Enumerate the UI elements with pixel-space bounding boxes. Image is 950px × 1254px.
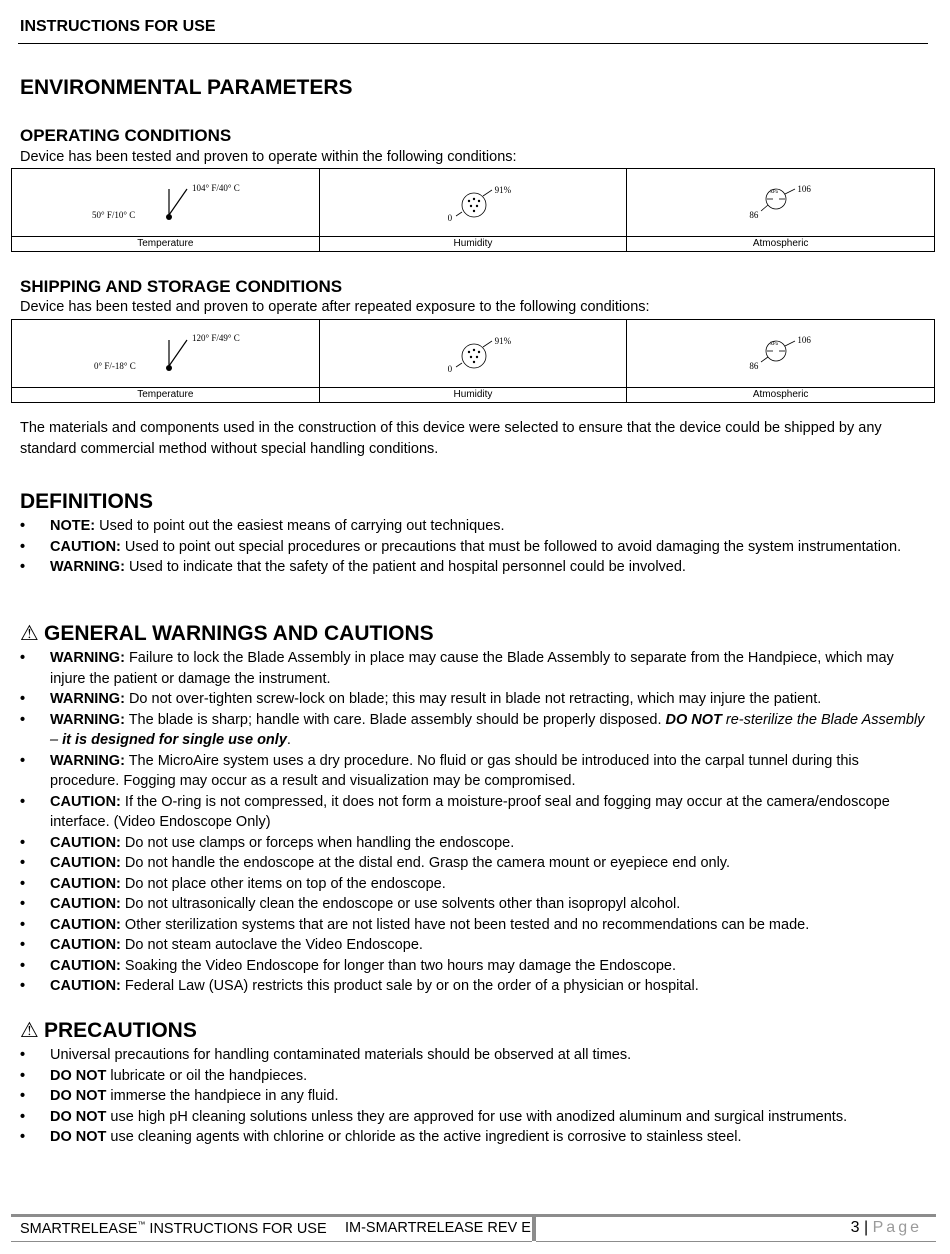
list-item: • WARNING: Do not over-tighten screw-lock on blade; this may result in blade not retracting, which may injure the patient. — [20, 689, 925, 710]
atmospheric-label: Atmospheric — [627, 388, 935, 403]
operating-conditions-table — [11, 168, 935, 252]
footer-bottom-rule — [536, 1241, 936, 1242]
general-warnings-title: ⚠ GENERAL WARNINGS AND CAUTIONS — [20, 622, 434, 645]
atm-low-label: 86 — [749, 210, 759, 220]
atm-unit-label: kPa — [770, 190, 778, 195]
definitions-list — [20, 516, 925, 578]
footer-page-number: 3 | Page — [850, 1219, 922, 1236]
list-item: • DO NOT immerse the handpiece in any fluid. — [20, 1086, 925, 1107]
operating-conditions-title: OPERATING CONDITIONS — [20, 126, 232, 145]
list-item: • CAUTION: Do not steam autoclave the Video Endoscope. — [20, 935, 925, 956]
materials-paragraph: The materials and components used in the construction of this device were selected to ensure that the device could be shipped by any standard commercial method without special handling conditions. — [20, 420, 882, 457]
humidity-symbol-cell — [319, 169, 627, 237]
humidity-high-label: 91% — [494, 336, 512, 346]
list-item: • CAUTION: Do not use clamps or forceps when handling the endoscope. — [20, 833, 925, 854]
list-item: • CAUTION: If the O-ring is not compressed, it does not form a moisture-proof seal and fogging may occur at the camera/endoscope interface. (Video Endoscope Only) — [20, 792, 925, 833]
humidity-icon — [320, 169, 627, 236]
list-item: • CAUTION: Other sterilization systems that are not listed have not been tested and no recommendations can be made. — [20, 915, 925, 936]
definitions-title: DEFINITIONS — [20, 490, 154, 513]
humidity-low-label: 0 — [447, 364, 453, 374]
list-item: • CAUTION: Soaking the Video Endoscope for longer than two hours may damage the Endoscope. — [20, 956, 925, 977]
thermometer-icon — [12, 169, 319, 236]
atm-high-label: 106 — [797, 184, 811, 194]
shipping-conditions-intro: Device has been tested and proven to operate after repeated exposure to the following conditions: — [20, 299, 650, 315]
humidity-high-label: 91% — [494, 185, 512, 195]
list-item: • CAUTION: Used to point out special procedures or precautions that must be followed to avoid damaging the system instrumentation. — [20, 537, 925, 558]
list-item: • NOTE: Used to point out the easiest means of carrying out techniques. — [20, 516, 925, 537]
warnings-list — [20, 648, 925, 997]
list-item: • DO NOT use cleaning agents with chlorine or chloride as the active ingredient is corrosive to stainless steel. — [20, 1127, 925, 1148]
humidity-icon — [320, 320, 627, 387]
list-item: • DO NOT use high pH cleaning solutions unless they are approved for use with anodized aluminum and surgical instruments. — [20, 1107, 925, 1128]
footer-divider — [532, 1217, 536, 1241]
list-item: • WARNING: Failure to lock the Blade Assembly in place may cause the Blade Assembly to separate from the Handpiece, which may injure the patient or damage the instrument. — [20, 648, 925, 689]
temperature-symbol-cell — [12, 169, 320, 237]
humidity-label: Humidity — [319, 237, 627, 252]
footer-revision: IM-SMARTRELEASE REV E — [345, 1220, 531, 1236]
list-item: • WARNING: The MicroAire system uses a dry procedure. No fluid or gas should be introduced into the carpal tunnel during this procedure. Fogging may occur as a result and visualization may be compromised. — [20, 751, 925, 792]
humidity-label: Humidity — [319, 388, 627, 403]
list-item: • CAUTION: Do not handle the endoscope at the distal end. Grasp the camera mount or eyepiece end only. — [20, 853, 925, 874]
atmospheric-pressure-icon — [627, 169, 934, 236]
section-title-environmental: ENVIRONMENTAL PARAMETERS — [20, 76, 353, 99]
running-header: INSTRUCTIONS FOR USE — [20, 18, 216, 35]
atm-unit-label: kPa — [770, 342, 778, 347]
atm-low-label: 86 — [749, 361, 759, 371]
temp-high-label: 104° F/40° C — [192, 183, 240, 193]
temperature-label: Temperature — [12, 237, 320, 252]
atmospheric-pressure-icon — [627, 320, 934, 387]
atmospheric-label: Atmospheric — [627, 237, 935, 252]
thermometer-icon — [12, 320, 319, 387]
list-item: • DO NOT lubricate or oil the handpieces. — [20, 1066, 925, 1087]
shipping-conditions-table — [11, 319, 935, 403]
atm-high-label: 106 — [797, 335, 811, 345]
temp-high-label: 120° F/49° C — [192, 333, 240, 343]
temp-low-label: 0° F/-18° C — [94, 361, 136, 371]
warning-triangle-icon: ⚠ — [20, 1019, 39, 1042]
footer-rule — [11, 1214, 936, 1217]
atmospheric-symbol-cell — [627, 320, 935, 388]
footer-product-title: SMARTRELEASE™ INSTRUCTIONS FOR USE — [20, 1220, 327, 1237]
shipping-conditions-title: SHIPPING AND STORAGE CONDITIONS — [20, 277, 343, 296]
header-rule — [18, 43, 928, 44]
list-item: • CAUTION: Federal Law (USA) restricts this product sale by or on the order of a physician or hospital. — [20, 976, 925, 997]
atmospheric-symbol-cell — [627, 169, 935, 237]
humidity-symbol-cell — [319, 320, 627, 388]
operating-conditions-intro: Device has been tested and proven to operate within the following conditions: — [20, 149, 517, 165]
precautions-list — [20, 1045, 925, 1148]
list-item: • WARNING: Used to indicate that the safety of the patient and hospital personnel could be involved. — [20, 557, 925, 578]
list-item: • Universal precautions for handling contaminated materials should be observed at all times. — [20, 1045, 925, 1066]
list-item: • CAUTION: Do not place other items on top of the endoscope. — [20, 874, 925, 895]
warning-triangle-icon: ⚠ — [20, 622, 39, 645]
list-item: • CAUTION: Do not ultrasonically clean the endoscope or use solvents other than isopropyl alcohol. — [20, 894, 925, 915]
humidity-low-label: 0 — [447, 213, 453, 223]
temperature-symbol-cell — [12, 320, 320, 388]
footer-bottom-rule — [11, 1241, 532, 1242]
list-item: • WARNING: The blade is sharp; handle with care. Blade assembly should be properly disposed. DO NOT re-sterilize the Blade Assembly – it is designed for single use only. — [20, 710, 925, 751]
temperature-label: Temperature — [12, 388, 320, 403]
temp-low-label: 50° F/10° C — [92, 210, 136, 220]
precautions-title: ⚠ PRECAUTIONS — [20, 1019, 197, 1042]
